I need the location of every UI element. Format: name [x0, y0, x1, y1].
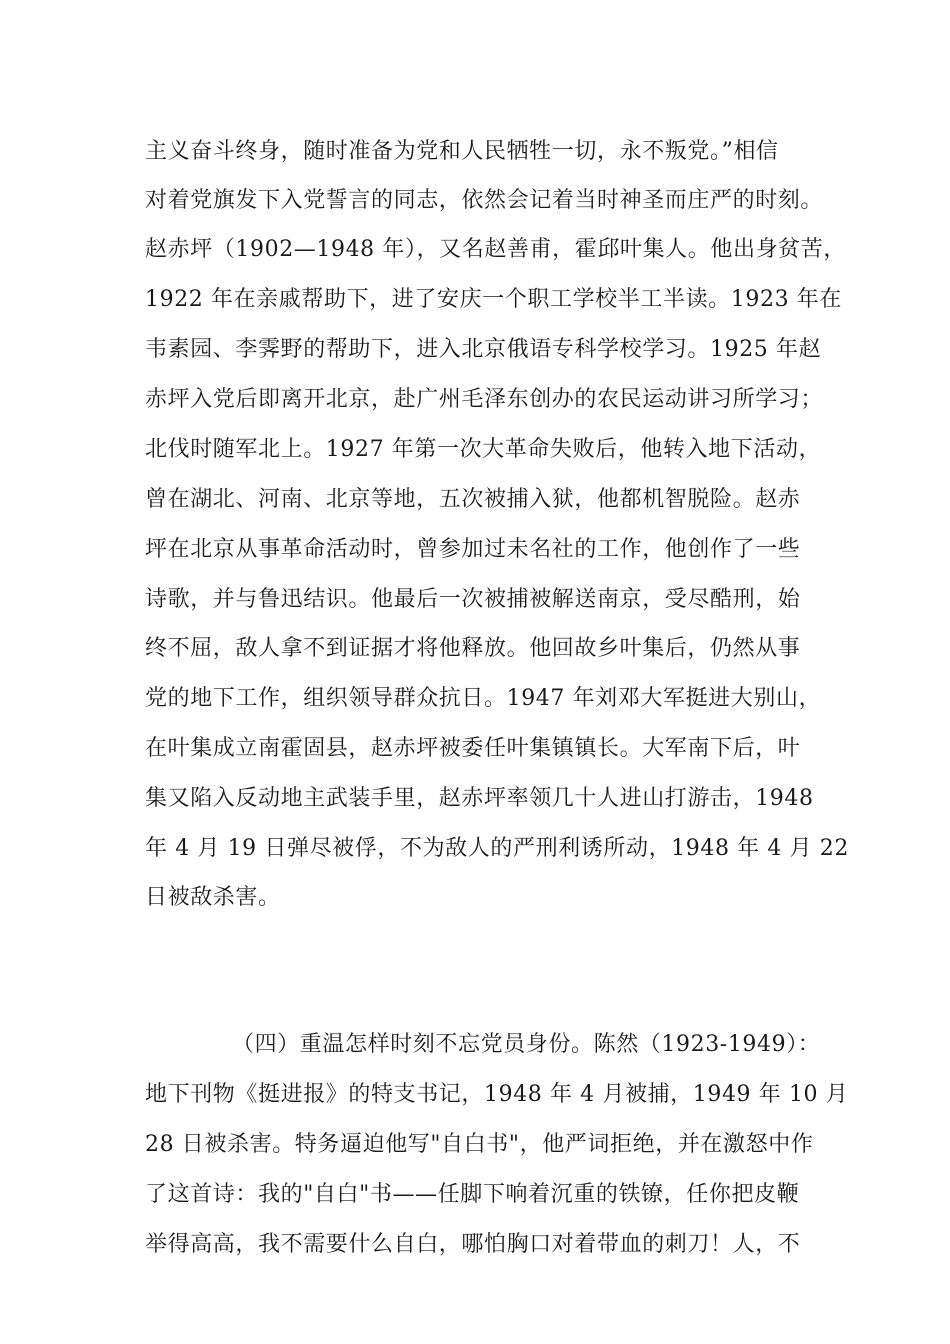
- text-line: 日被敌杀害。: [145, 885, 281, 910]
- text-line: 北伐时随军北上。1927 年第一次大革命失败后，他转入地下活动，: [145, 437, 822, 462]
- text-line: （四）重温怎样时刻不忘党员身份。陈然（1923-1949）：: [232, 1032, 821, 1057]
- text-line: 坪在北京从事革命活动时，曾参加过未名社的工作，他创作了一些: [145, 537, 801, 562]
- text-line: 赵赤坪（1902—1948 年），又名赵善甫，霍邱叶集人。他出身贫苦，: [145, 237, 846, 262]
- text-line: 地下刊物《挺进报》的特支书记，1948 年 4 月被捕，1949 年 10 月: [145, 1082, 849, 1107]
- text-line: 党的地下工作，组织领导群众抗日。1947 年刘邓大军挺进大别山，: [145, 686, 822, 711]
- text-line: 终不屈，敌人拿不到证据才将他释放。他回故乡叶集后，仍然从事: [145, 636, 801, 661]
- text-line: 1922 年在亲戚帮助下，进了安庆一个职工学校半工半读。1923 年在: [145, 287, 842, 312]
- text-line: 曾在湖北、河南、北京等地，五次被捕入狱，他都机智脱险。赵赤: [145, 487, 801, 512]
- text-line: 举得高高，我不需要什么自白，哪怕胸口对着带血的刺刀！人，不: [145, 1232, 801, 1257]
- text-line: 在叶集成立南霍固县，赵赤坪被委任叶集镇镇长。大军南下后，叶: [145, 736, 801, 761]
- text-line: 韦素园、李霁野的帮助下，进入北京俄语专科学校学习。1925 年赵: [145, 337, 822, 362]
- text-line: 诗歌，并与鲁迅结识。他最后一次被捕被解送南京，受尽酷刑，始: [145, 587, 801, 612]
- text-line: 28 日被杀害。特务逼迫他写"自白书"，他严词拒绝，并在激怒中作: [145, 1132, 814, 1157]
- text-line: 了这首诗：我的"自白"书——任脚下响着沉重的铁镣，任你把皮鞭: [145, 1182, 800, 1207]
- text-line: 赤坪入党后即离开北京，赴广州毛泽东创办的农民运动讲习所学习；: [145, 387, 824, 412]
- text-line: 集又陷入反动地主武装手里，赵赤坪率领几十人进山打游击，1948: [145, 786, 814, 811]
- text-line: 对着党旗发下入党誓言的同志，依然会记着当时神圣而庄严的时刻。: [145, 188, 824, 213]
- text-line: 年 4 月 19 日弹尽被俘，不为敌人的严刑利诱所动，1948 年 4 月 22: [145, 836, 849, 861]
- text-line: 主义奋斗终身，随时准备为党和人民牺牲一切，永不叛党。”相信: [145, 139, 779, 164]
